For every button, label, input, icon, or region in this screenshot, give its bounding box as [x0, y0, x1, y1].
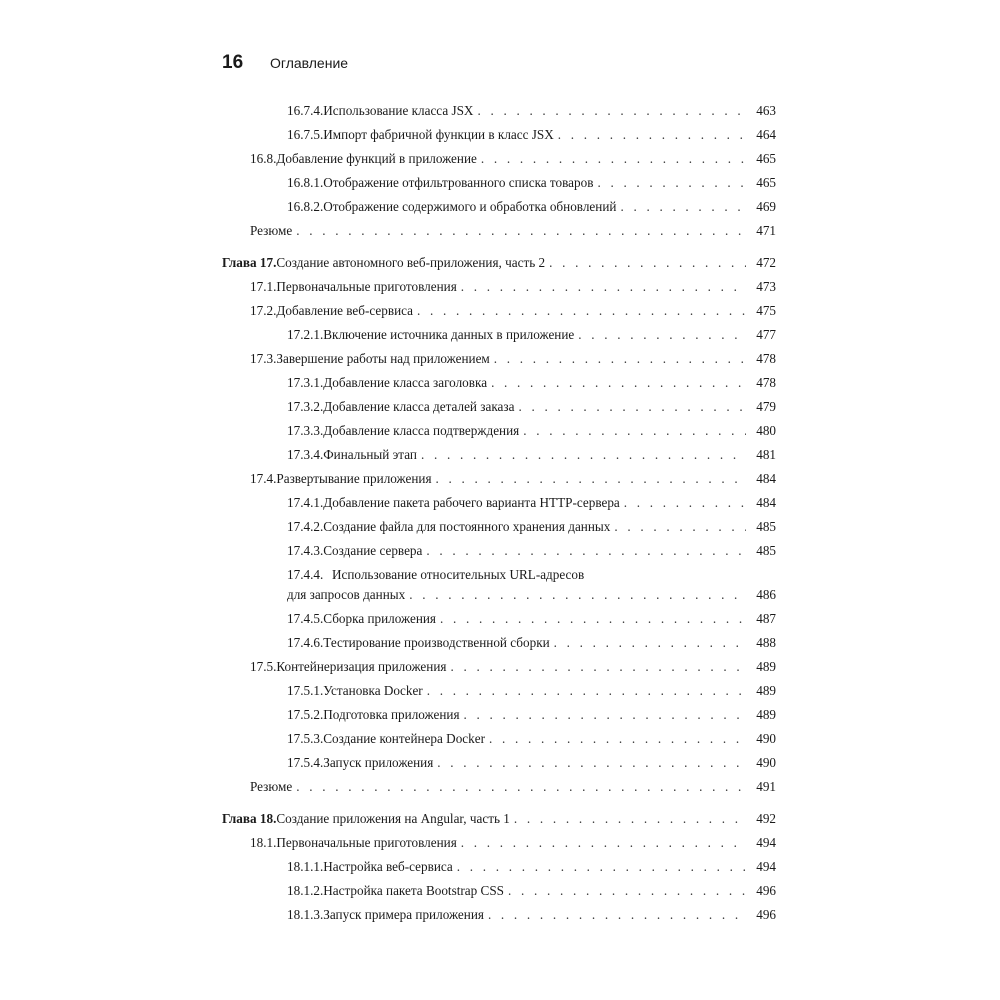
entry-title: Тестирование производственной сборки: [323, 635, 550, 650]
entry-number: 17.5.: [250, 659, 277, 674]
dot-leader: [477, 103, 746, 119]
entry-title: Резюме: [250, 779, 293, 794]
toc-chapter[interactable]: [0, 255, 1000, 273]
entry-page-number: 496: [756, 907, 776, 922]
entry-title: Добавление функций в приложение: [276, 151, 477, 166]
entry-title: Создание приложения на Angular, часть 1: [276, 811, 510, 826]
toc-entry[interactable]: [0, 635, 1000, 653]
entry-page-number: 494: [756, 835, 776, 850]
entry-title: Использование класса JSX: [323, 103, 474, 118]
entry-page-number: 477: [756, 327, 776, 342]
toc-entry[interactable]: [0, 659, 1000, 677]
entry-number: 17.4.5.: [287, 611, 324, 626]
entry-number: 16.7.4.: [287, 103, 324, 118]
entry-page-number: 479: [756, 399, 776, 414]
dot-leader: [426, 543, 746, 559]
dot-leader: [523, 423, 746, 439]
entry-number: 17.5.1.: [287, 683, 324, 698]
toc-entry[interactable]: [0, 175, 1000, 193]
dot-leader: [461, 835, 746, 851]
entry-number: 17.3.2.: [287, 399, 324, 414]
entry-number: 16.8.1.: [287, 175, 324, 190]
dot-leader: [489, 731, 746, 747]
dot-leader: [296, 779, 746, 795]
entry-title: Подготовка приложения: [323, 707, 460, 722]
entry-page-number: 464: [756, 127, 776, 142]
entry-page-number: 494: [756, 859, 776, 874]
toc-entry[interactable]: [0, 375, 1000, 393]
entry-title: Развертывание приложения: [276, 471, 432, 486]
entry-title: Запуск приложения: [323, 755, 434, 770]
toc-entry[interactable]: [0, 151, 1000, 169]
toc-entry[interactable]: [0, 223, 1000, 241]
dot-leader: [437, 755, 746, 771]
dot-leader: [518, 399, 746, 415]
toc-entry[interactable]: [0, 835, 1000, 853]
toc-entry[interactable]: [0, 883, 1000, 901]
toc-entry[interactable]: [0, 199, 1000, 217]
dot-leader: [620, 199, 746, 215]
dot-leader: [491, 375, 746, 391]
entry-page-number: 492: [756, 811, 776, 826]
entry-title: Создание файла для постоянного хранения данных: [323, 519, 611, 534]
toc-entry[interactable]: [0, 447, 1000, 465]
entry-number: 17.3.1.: [287, 375, 324, 390]
dot-leader: [494, 351, 746, 367]
entry-page-number: 485: [756, 543, 776, 558]
entry-title-continuation: для запросов данных: [287, 587, 406, 602]
toc-entry[interactable]: [0, 779, 1000, 797]
entry-number: 17.4.2.: [287, 519, 324, 534]
entry-title: Использование относительных URL-адресов: [332, 567, 585, 582]
dot-leader: [624, 495, 746, 511]
entry-title: Отображение отфильтрованного списка товаров: [323, 175, 594, 190]
entry-number: 16.8.2.: [287, 199, 324, 214]
dot-leader: [440, 611, 746, 627]
entry-number: 17.3.4.: [287, 447, 324, 462]
dot-leader: [409, 587, 746, 603]
toc-entry[interactable]: [0, 611, 1000, 629]
dot-leader: [549, 255, 746, 271]
entry-title: Установка Docker: [323, 683, 423, 698]
dot-leader: [488, 907, 746, 923]
entry-page-number: 490: [756, 755, 776, 770]
toc-entry[interactable]: [0, 755, 1000, 773]
entry-page-number: 463: [756, 103, 776, 118]
entry-page-number: 484: [756, 471, 776, 486]
entry-number: 17.4.3.: [287, 543, 324, 558]
entry-title: Контейнеризация приложения: [276, 659, 447, 674]
entry-title: Сборка приложения: [323, 611, 437, 626]
entry-page-number: 489: [756, 659, 776, 674]
toc-entry[interactable]: [0, 471, 1000, 489]
entry-number: 18.1.2.: [287, 883, 324, 898]
entry-title: Добавление класса заголовка: [323, 375, 488, 390]
dot-leader: [558, 127, 746, 143]
entry-number: 18.1.1.: [287, 859, 324, 874]
entry-page-number: 487: [756, 611, 776, 626]
entry-title: Добавление класса подтверждения: [323, 423, 520, 438]
dot-leader: [597, 175, 746, 191]
entry-number: 17.3.3.: [287, 423, 324, 438]
chapter-number: Глава 18.: [222, 811, 277, 826]
dot-leader: [417, 303, 746, 319]
toc-entry[interactable]: [0, 103, 1000, 121]
entry-page-number: 489: [756, 707, 776, 722]
toc-entry[interactable]: [0, 543, 1000, 561]
entry-page-number: 465: [756, 151, 776, 166]
entry-title: Финальный этап: [323, 447, 417, 462]
toc-entry[interactable]: [0, 327, 1000, 345]
entry-number: 18.1.: [250, 835, 277, 850]
dot-leader: [461, 279, 746, 295]
entry-page-number: 469: [756, 199, 776, 214]
entry-page-number: 472: [756, 255, 776, 270]
entry-page-number: 478: [756, 375, 776, 390]
toc-entry[interactable]: [0, 351, 1000, 369]
dot-leader: [296, 223, 746, 239]
entry-title: Добавление класса деталей заказа: [323, 399, 515, 414]
entry-title: Добавление пакета рабочего варианта HTTP-сервера: [323, 495, 620, 510]
entry-page-number: 488: [756, 635, 776, 650]
toc-entry[interactable]: [0, 907, 1000, 925]
entry-number: 17.5.4.: [287, 755, 324, 770]
page-number: 16: [222, 52, 244, 73]
entry-number: 17.4.4.: [287, 567, 324, 582]
entry-title: Включение источника данных в приложение: [323, 327, 575, 342]
entry-title: Завершение работы над приложением: [276, 351, 490, 366]
entry-title: Создание автономного веб-приложения, часть 2: [276, 255, 546, 270]
entry-title: Отображение содержимого и обработка обновлений: [323, 199, 617, 214]
entry-title: Импорт фабричной функции в класс JSX: [323, 127, 554, 142]
dot-leader: [427, 683, 746, 699]
entry-number: 16.8.: [250, 151, 277, 166]
toc-entry[interactable]: [0, 567, 1000, 607]
entry-page-number: 478: [756, 351, 776, 366]
entry-number: 17.5.2.: [287, 707, 324, 722]
toc-chapter[interactable]: [0, 811, 1000, 829]
entry-number: 17.2.1.: [287, 327, 324, 342]
entry-title: Настройка веб-сервиса: [323, 859, 453, 874]
entry-number: 17.5.3.: [287, 731, 324, 746]
entry-title: Создание сервера: [323, 543, 423, 558]
entry-page-number: 490: [756, 731, 776, 746]
entry-number: 17.1.: [250, 279, 277, 294]
entry-title: Настройка пакета Bootstrap CSS: [323, 883, 504, 898]
toc-entry[interactable]: [0, 519, 1000, 537]
toc-entry[interactable]: [0, 683, 1000, 701]
toc-entry[interactable]: [0, 495, 1000, 513]
running-header: [222, 52, 348, 74]
entry-page-number: 481: [756, 447, 776, 462]
entry-number: 17.4.1.: [287, 495, 324, 510]
entry-title: Создание контейнера Docker: [323, 731, 485, 746]
dot-leader: [450, 659, 746, 675]
entry-title: Первоначальные приготовления: [276, 279, 457, 294]
entry-number: 17.4.: [250, 471, 277, 486]
entry-page-number: 484: [756, 495, 776, 510]
entry-number: 17.2.: [250, 303, 277, 318]
toc-entry[interactable]: [0, 399, 1000, 417]
entry-page-number: 480: [756, 423, 776, 438]
entry-number: 17.3.: [250, 351, 277, 366]
running-title: Оглавление: [270, 55, 349, 71]
chapter-number: Глава 17.: [222, 255, 277, 270]
dot-leader: [614, 519, 746, 535]
toc-entry[interactable]: [0, 279, 1000, 297]
entry-page-number: 473: [756, 279, 776, 294]
dot-leader: [554, 635, 746, 651]
entry-title: Запуск примера приложения: [323, 907, 484, 922]
dot-leader: [481, 151, 746, 167]
entry-number: 17.4.6.: [287, 635, 324, 650]
toc-entry[interactable]: [0, 859, 1000, 877]
entry-page-number: 471: [756, 223, 776, 238]
entry-page-number: 486: [756, 587, 776, 602]
dot-leader: [578, 327, 746, 343]
entry-page-number: 485: [756, 519, 776, 534]
entry-page-number: 475: [756, 303, 776, 318]
entry-page-number: 491: [756, 779, 776, 794]
toc-entry[interactable]: [0, 303, 1000, 321]
entry-number: 16.7.5.: [287, 127, 324, 142]
dot-leader: [421, 447, 746, 463]
dot-leader: [464, 707, 746, 723]
toc-entry[interactable]: [0, 423, 1000, 441]
toc-entry[interactable]: [0, 707, 1000, 725]
entry-number: 18.1.3.: [287, 907, 324, 922]
entry-page-number: 489: [756, 683, 776, 698]
entry-title: Резюме: [250, 223, 293, 238]
entry-page-number: 496: [756, 883, 776, 898]
entry-title: Добавление веб-сервиса: [276, 303, 413, 318]
dot-leader: [514, 811, 746, 827]
toc-entry[interactable]: [0, 731, 1000, 749]
entry-title: Первоначальные приготовления: [276, 835, 457, 850]
dot-leader: [457, 859, 746, 875]
dot-leader: [436, 471, 746, 487]
entry-page-number: 465: [756, 175, 776, 190]
toc-entry[interactable]: [0, 127, 1000, 145]
dot-leader: [508, 883, 746, 899]
